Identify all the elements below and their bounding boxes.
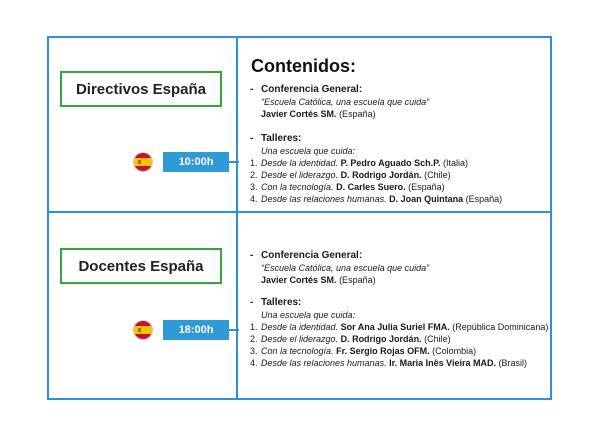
time-badge: 10:00h <box>163 152 229 172</box>
time-badge: 18:00h <box>163 320 229 340</box>
conference-block: - Conferencia General: “Escuela Católica, una escuela que cuida” Javier Cortés SM. (España) <box>250 250 550 286</box>
workshops-label: Talleres: <box>261 297 302 308</box>
workshop-item: 2. Desde el liderazgo. D. Rodrigo Jordán. (Chile) <box>250 170 451 180</box>
workshop-item: 1. Desde la identidad. Sor Ana Julia Suriel FMA. (República Dominicana) <box>250 322 549 332</box>
workshops-subtitle: Una escuela que cuida: <box>261 146 356 156</box>
workshop-item: 4. Desde las relaciones humanas. D. Joan Quintana (España) <box>250 194 503 204</box>
conference-country: (España) <box>339 109 376 119</box>
group-label-docentes: Docentes España <box>60 248 222 284</box>
connector-tick <box>229 161 239 163</box>
workshop-item: 2. Desde el liderazgo. D. Rodrigo Jordán. (Chile) <box>250 334 451 344</box>
workshops-block: - Talleres: Una escuela que cuida: 1. Desde la identidad. Sor Ana Julia Suriel FMA. (República Dominicana) 2. Desde el liderazgo. D. Rodrigo Jordán. (Chile) 3. Con la tecnología. Fr. Sergio Rojas OFM. (Colombia) 4. Desde las relaciones humanas. Ir. Maria Inês Vieira MAD. (Brasil) <box>250 297 549 368</box>
workshops-subtitle: Una escuela que cuida: <box>261 310 356 320</box>
conference-speaker: Javier Cortés SM. <box>261 275 337 285</box>
conference-label: Conferencia General: <box>261 84 363 95</box>
workshop-item: 4. Desde las relaciones humanas. Ir. Maria Inês Vieira MAD. (Brasil) <box>250 358 527 368</box>
conference-title: “Escuela Católica, una escuela que cuida” <box>261 263 430 273</box>
conference-label: Conferencia General: <box>261 250 363 261</box>
spain-flag-icon <box>134 321 152 339</box>
spain-flag-icon <box>134 153 152 171</box>
workshops-label: Talleres: <box>261 133 302 144</box>
conference-speaker: Javier Cortés SM. <box>261 109 337 119</box>
workshops-block: - Talleres: Una escuela que cuida: 1. Desde la identidad. P. Pedro Aguado Sch.P. (Italia) 2. Desde el liderazgo. D. Rodrigo Jordán. (Chile) 3. Con la tecnología. D. Carles Suero. (España) 4. Desde las relaciones humanas. D. Joan Quintana (España) <box>250 133 550 205</box>
workshop-item: 3. Con la tecnología. Fr. Sergio Rojas OFM. (Colombia) <box>250 346 477 356</box>
contents-title: Contenidos: <box>251 56 356 76</box>
column-divider <box>236 36 238 400</box>
conference-country: (España) <box>339 275 376 285</box>
conference-block: - Conferencia General: “Escuela Católica, una escuela que cuida” Javier Cortés SM. (España) <box>250 84 550 120</box>
row-divider <box>47 211 552 213</box>
connector-tick <box>229 329 239 331</box>
conference-title: “Escuela Católica, una escuela que cuida” <box>261 97 430 107</box>
group-label-directivos: Directivos España <box>60 71 222 107</box>
workshop-item: 1. Desde la identidad. P. Pedro Aguado Sch.P. (Italia) <box>250 158 468 168</box>
workshop-item: 3. Con la tecnología. D. Carles Suero. (España) <box>250 182 445 192</box>
